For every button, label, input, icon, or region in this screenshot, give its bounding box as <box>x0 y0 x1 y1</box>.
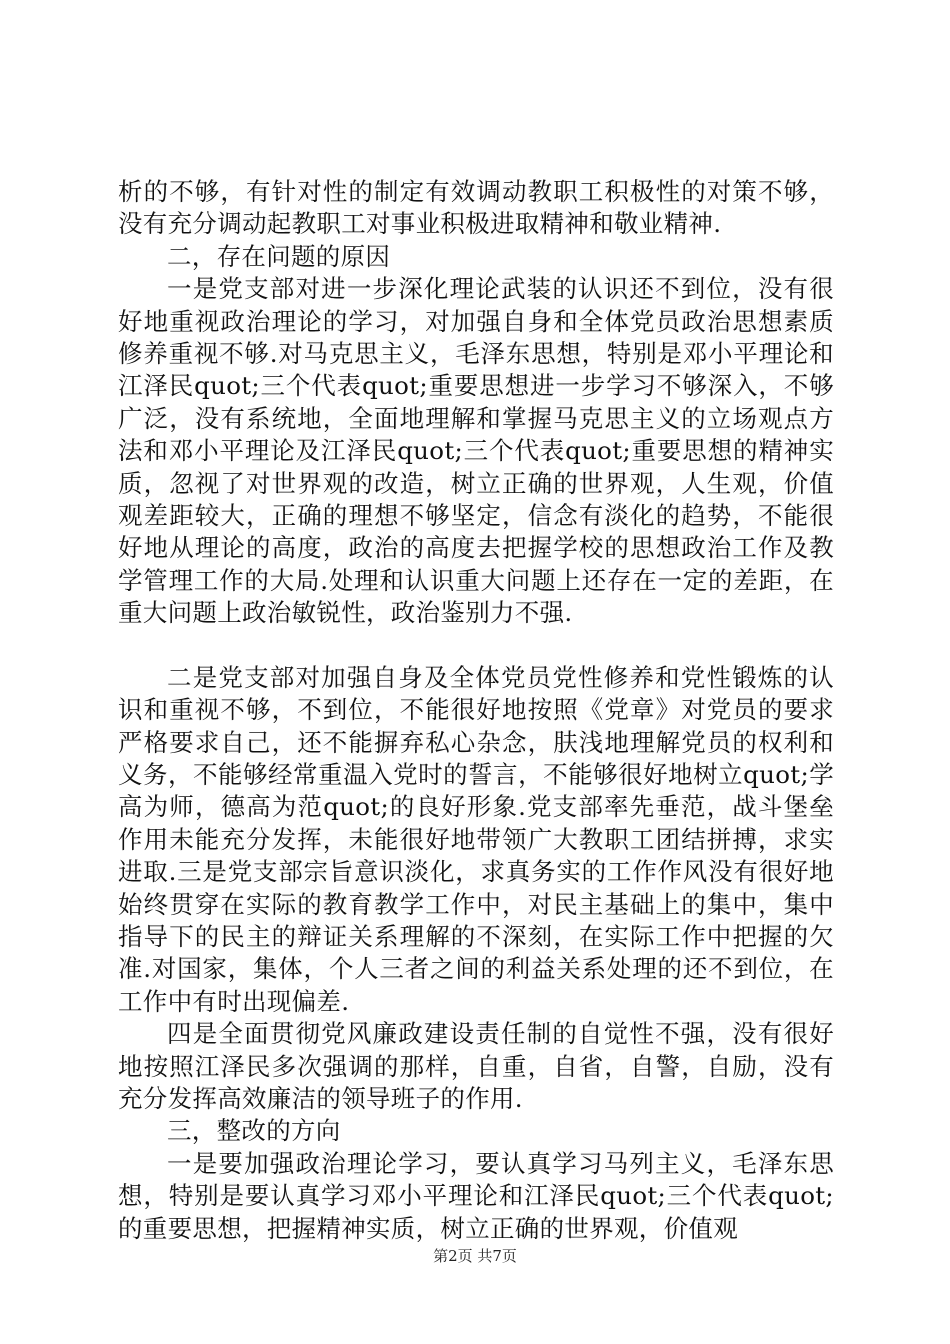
document-body <box>118 176 834 1245</box>
paragraph-direction-one: 一是要加强政治理论学习，要认真学习马列主义，毛泽东思想，特别是要认真学习邓小平理论和江泽民quot;三个代表quot;的重要思想，把握精神实质，树立正确的世界观，价值观 <box>118 1148 834 1243</box>
paragraph-cause-one: 一是党支部对进一步深化理论武装的认识还不到位，没有很好地重视政治理论的学习，对加强自身和全体党员政治思想素质修养重视不够.对马克思主义，毛泽东思想，特别是邓小平理论和江泽民quot;三个代表quot;重要思想进一步学习不够深入，不够广泛，没有系统地，全面地理解和掌握马克思主义的立场观点方法和邓小平理论及江泽民quot;三个代表quot;重要思想的精神实质，忽视了对世界观的改造，树立正确的世界观，人生观，价值观差距较大，正确的理想不够坚定，信念有淡化的趋势，不能很好地从理论的高度，政治的高度去把握学校的思想政治工作及教学管理工作的大局.处理和认识重大问题上还存在一定的差距，在重大问题上政治敏锐性，政治鉴别力不强. <box>118 274 834 628</box>
section-heading-causes: 二，存在问题的原因 <box>167 241 391 271</box>
paragraph-continuation: 析的不够，有针对性的制定有效调动教职工积极性的对策不够，没有充分调动起教职工对事业积极进取精神和敬业精神. <box>118 177 834 239</box>
paragraph-cause-four: 四是全面贯彻党风廉政建设责任制的自觉性不强，没有很好地按照江泽民多次强调的那样，自重，自省，自警，自励，没有充分发挥高效廉洁的领导班子的作用. <box>118 1019 834 1113</box>
page-number-footer: 第2页 共7页 <box>433 1247 517 1265</box>
paragraph-cause-two-three: 二是党支部对加强自身及全体党员党性修养和党性锻炼的认识和重视不够，不到位，不能很好地按照《党章》对党员的要求严格要求自己，还不能摒弃私心杂念，肤浅地理解党员的权利和义务，不能够经常重温入党时的誓言，不能够很好地树立quot;学高为师，德高为范quot;的良好形象.党支部率先垂范，战斗堡垒作用未能充分发挥，未能很好地带领广大教职工团结拼搏，求实进取.三是党支部宗旨意识淡化，求真务实的工作作风没有很好地始终贯穿在实际的教育教学工作中，对民主基础上的集中，集中指导下的民主的辩证关系理解的不深刻，在实际工作中把握的欠准.对国家，集体，个人三者之间的利益关系处理的还不到位，在工作中有时出现偏差. <box>118 662 834 1016</box>
section-heading-direction: 三，整改的方向 <box>167 1116 341 1146</box>
